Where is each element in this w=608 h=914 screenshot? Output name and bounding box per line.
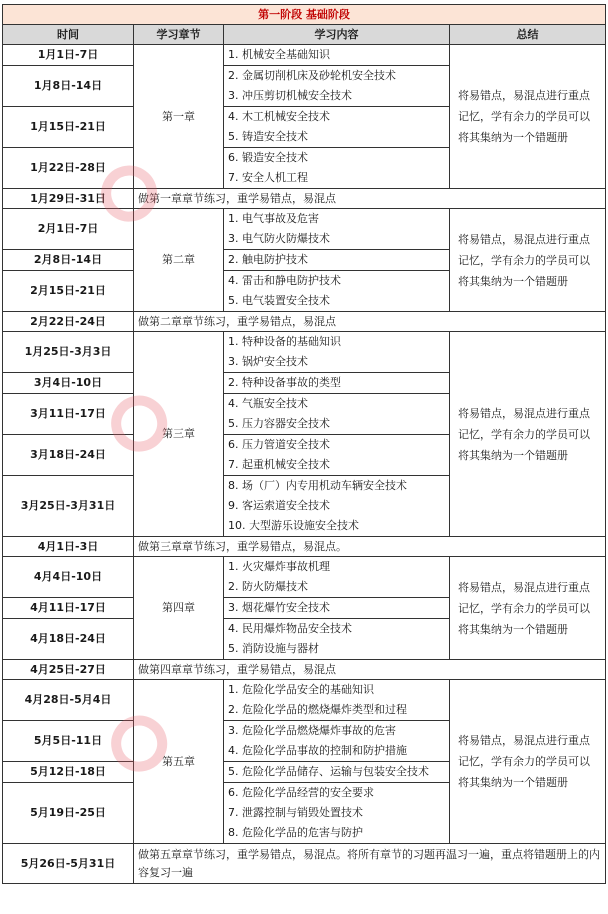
content-cell [224, 762, 450, 783]
content-item: 7. 安全人机工程 [228, 171, 308, 184]
chapter-cell: 第四章 [134, 557, 224, 660]
time-cell: 1月1日-7日 [3, 45, 134, 66]
content-item: 2. 危险化学品的燃烧爆炸类型和过程 [228, 703, 407, 716]
title-row [3, 5, 606, 25]
summary-cell: 将易错点，易混点进行重点记忆，学有余力的学员可以将其集纳为一个错题册 [450, 209, 606, 312]
content-cell [224, 45, 450, 66]
time-cell: 1月25日-3月3日 [3, 332, 134, 373]
content-item: 1. 机械安全基础知识 [228, 48, 330, 61]
content-cell [224, 271, 450, 312]
practice-cell: 做第一章章节练习，重学易错点，易混点 [134, 189, 606, 209]
content-item: 8. 场（厂）内专用机动车辆安全技术 [228, 479, 407, 492]
content-item: 2. 金属切削机床及砂轮机安全技术 [228, 69, 396, 82]
content-item: 5. 铸造安全技术 [228, 130, 308, 143]
content-item: 5. 危险化学品储存、运输与包装安全技术 [228, 765, 429, 778]
summary-cell: 将易错点，易混点进行重点记忆，学有余力的学员可以将其集纳为一个错题册 [450, 332, 606, 537]
header-time: 时间 [3, 25, 134, 45]
header-chapter: 学习章节 [134, 25, 224, 45]
content-cell [224, 332, 450, 373]
time-cell: 3月25日-3月31日 [3, 476, 134, 537]
time-cell: 2月8日-14日 [3, 250, 134, 271]
summary-cell: 将易错点，易混点进行重点记忆，学有余力的学员可以将其集纳为一个错题册 [450, 45, 606, 189]
content-item: 10. 大型游乐设施安全技术 [228, 519, 359, 532]
content-item: 2. 防火防爆技术 [228, 580, 308, 593]
content-item: 5. 压力容器安全技术 [228, 417, 330, 430]
stage-title: 第一阶段 基础阶段 [3, 5, 606, 25]
summary-cell: 将易错点，易混点进行重点记忆，学有余力的学员可以将其集纳为一个错题册 [450, 557, 606, 660]
content-item: 1. 危险化学品安全的基础知识 [228, 683, 374, 696]
time-cell: 4月4日-10日 [3, 557, 134, 598]
practice-time-cell: 5月26日-5月31日 [3, 844, 134, 884]
time-cell: 1月22日-28日 [3, 148, 134, 189]
content-item: 9. 客运索道安全技术 [228, 499, 330, 512]
content-item: 4. 雷击和静电防护技术 [228, 274, 341, 287]
content-item: 4. 木工机械安全技术 [228, 110, 330, 123]
content-cell [224, 250, 450, 271]
content-item: 2. 特种设备事故的类型 [228, 376, 341, 389]
content-item: 6. 压力管道安全技术 [228, 438, 330, 451]
content-item: 5. 电气装置安全技术 [228, 294, 330, 307]
summary-cell: 将易错点，易混点进行重点记忆，学有余力的学员可以将其集纳为一个错题册 [450, 680, 606, 844]
content-item: 1. 电气事故及危害 [228, 212, 319, 225]
practice-time-cell: 4月1日-3日 [3, 537, 134, 557]
time-cell: 3月4日-10日 [3, 373, 134, 394]
content-item: 5. 消防设施与器材 [228, 642, 319, 655]
content-cell [224, 598, 450, 619]
content-cell [224, 680, 450, 721]
content-cell [224, 148, 450, 189]
time-cell: 1月15日-21日 [3, 107, 134, 148]
content-item: 3. 锅炉安全技术 [228, 355, 308, 368]
content-item: 3. 电气防火防爆技术 [228, 232, 330, 245]
chapter-cell: 第五章 [134, 680, 224, 844]
practice-time-cell: 1月29日-31日 [3, 189, 134, 209]
header-summary: 总结 [450, 25, 606, 45]
content-cell [224, 107, 450, 148]
header-content: 学习内容 [224, 25, 450, 45]
time-cell: 3月11日-17日 [3, 394, 134, 435]
practice-cell: 做第二章章节练习，重学易错点，易混点 [134, 312, 606, 332]
schedule-row [3, 680, 606, 721]
content-item: 4. 民用爆炸物品安全技术 [228, 622, 352, 635]
time-cell: 5月12日-18日 [3, 762, 134, 783]
practice-cell: 做第四章章节练习，重学易错点，易混点 [134, 660, 606, 680]
time-cell: 3月18日-24日 [3, 435, 134, 476]
content-cell [224, 721, 450, 762]
content-item: 8. 危险化学品的危害与防护 [228, 826, 363, 839]
time-cell: 4月11日-17日 [3, 598, 134, 619]
practice-cell: 做第三章章节练习，重学易错点，易混点。 [134, 537, 606, 557]
content-item: 6. 危险化学品经营的安全要求 [228, 786, 374, 799]
time-cell: 1月8日-14日 [3, 66, 134, 107]
practice-row [3, 537, 606, 557]
practice-row [3, 844, 606, 884]
practice-row [3, 660, 606, 680]
schedule-row [3, 332, 606, 373]
content-item: 3. 烟花爆竹安全技术 [228, 601, 330, 614]
chapter-cell: 第三章 [134, 332, 224, 537]
content-item: 2. 触电防护技术 [228, 253, 308, 266]
content-cell [224, 373, 450, 394]
content-item: 3. 危险化学品燃烧爆炸事故的危害 [228, 724, 396, 737]
content-cell [224, 783, 450, 844]
chapter-cell: 第一章 [134, 45, 224, 189]
time-cell: 2月15日-21日 [3, 271, 134, 312]
header-row [3, 25, 606, 45]
content-cell [224, 209, 450, 250]
content-cell [224, 476, 450, 537]
study-plan-table [2, 4, 606, 884]
content-item: 1. 火灾爆炸事故机理 [228, 560, 330, 573]
content-item: 7. 起重机械安全技术 [228, 458, 330, 471]
practice-row [3, 189, 606, 209]
content-item: 4. 气瓶安全技术 [228, 397, 308, 410]
schedule-row [3, 209, 606, 250]
content-cell [224, 435, 450, 476]
time-cell: 5月5日-11日 [3, 721, 134, 762]
content-cell [224, 557, 450, 598]
time-cell: 2月1日-7日 [3, 209, 134, 250]
schedule-row [3, 45, 606, 66]
practice-time-cell: 4月25日-27日 [3, 660, 134, 680]
content-cell [224, 619, 450, 660]
time-cell: 4月28日-5月4日 [3, 680, 134, 721]
practice-cell: 做第五章章节练习，重学易错点，易混点。将所有章节的习题再温习一遍，重点将错题册上的内容复习一遍 [134, 844, 606, 884]
content-item: 6. 锻造安全技术 [228, 151, 308, 164]
content-cell [224, 66, 450, 107]
time-cell: 5月19日-25日 [3, 783, 134, 844]
content-item: 3. 冲压剪切机械安全技术 [228, 89, 352, 102]
practice-time-cell: 2月22日-24日 [3, 312, 134, 332]
table-body [3, 5, 606, 884]
content-item: 4. 危险化学品事故的控制和防护措施 [228, 744, 407, 757]
time-cell: 4月18日-24日 [3, 619, 134, 660]
schedule-row [3, 557, 606, 598]
content-item: 7. 泄露控制与销毁处置技术 [228, 806, 363, 819]
content-cell [224, 394, 450, 435]
content-item: 1. 特种设备的基础知识 [228, 335, 341, 348]
chapter-cell: 第二章 [134, 209, 224, 312]
study-plan-container [2, 4, 605, 884]
practice-row [3, 312, 606, 332]
